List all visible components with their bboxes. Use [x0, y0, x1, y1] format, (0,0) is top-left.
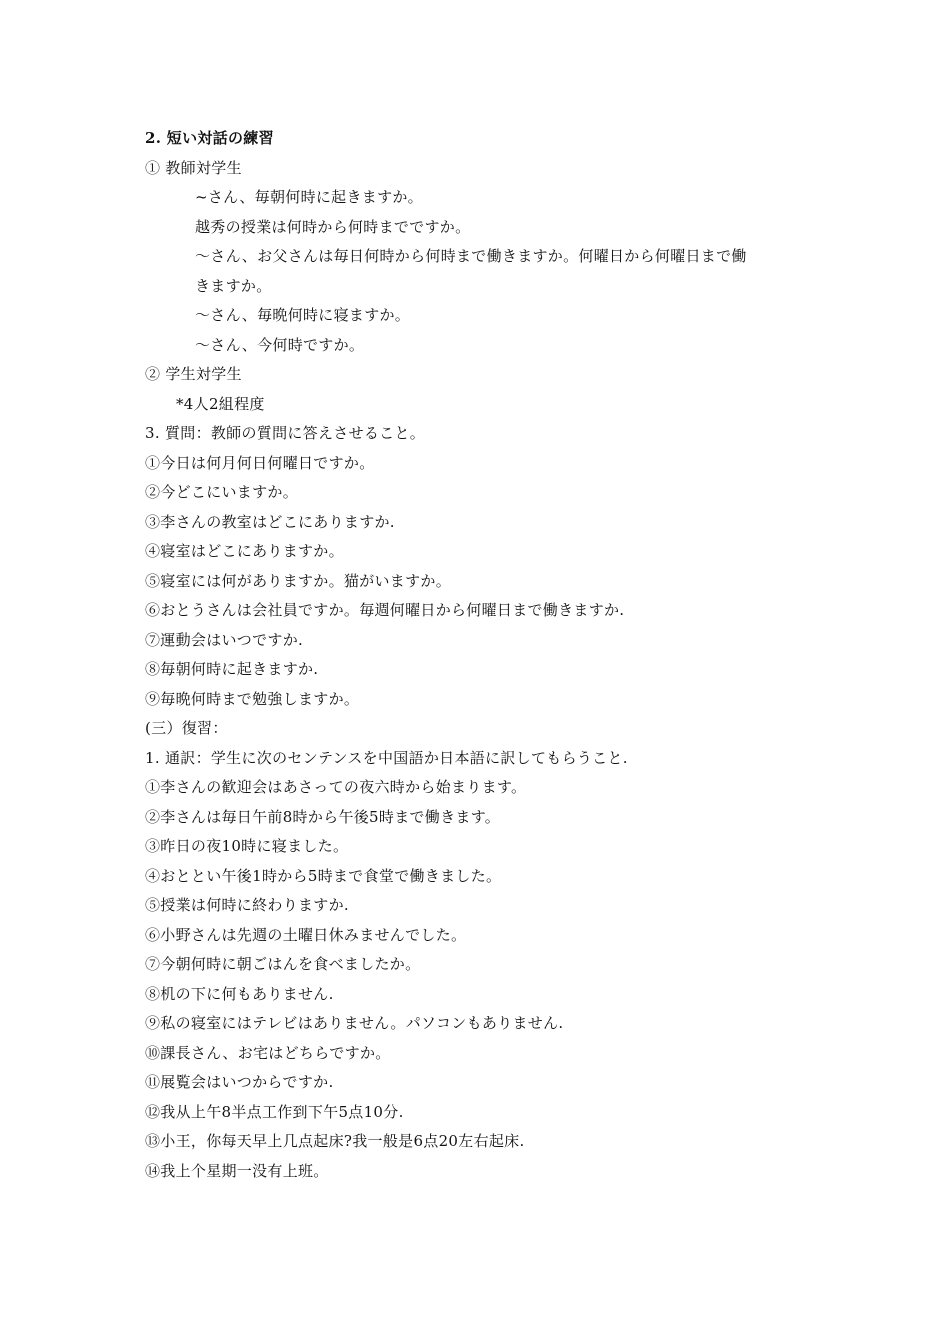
text-line: ⑬小王，你每天早上几点起床?我一般是6点20左右起床.: [145, 1132, 525, 1150]
text-line: ② 学生対学生: [145, 365, 242, 383]
text-line: (三）復習：: [145, 719, 228, 737]
text-line: ⑫我从上午8半点工作到下午5点10分.: [145, 1102, 404, 1121]
text-line: ～さん、今何時ですか。: [195, 335, 365, 354]
text-line: ⑥小野さんは先週の土曜日休みませんでした。: [145, 925, 467, 944]
text-line: ③李さんの教室はどこにありますか.: [145, 512, 395, 531]
text-line: きますか。: [195, 276, 272, 295]
text-line: 越秀の授業は何時から何時までですか。: [195, 217, 471, 236]
text-line: ⑩課長さん、お宅はどちらですか。: [145, 1043, 391, 1062]
text-line: ⑤授業は何時に終わりますか.: [145, 896, 349, 914]
text-line: ⑧机の下に何もありません.: [145, 984, 334, 1003]
text-line: ②李さんは毎日午前8時から午後5時まで働きます。: [145, 807, 501, 826]
text-line: ⑤寝室には何がありますか。猫がいますか。: [145, 571, 452, 590]
text-line: ⑨毎晩何時まで勉強しますか。: [145, 689, 360, 708]
text-line: ① 教師対学生: [145, 158, 242, 177]
text-line: ⑪展覧会はいつからですか.: [145, 1073, 334, 1091]
text-line: ⑨私の寝室にはテレビはありません。パソコンもありません.: [145, 1014, 564, 1032]
text-line: 2. 短い対話の練習: [145, 129, 274, 147]
text-line: ～さん、お父さんは毎日何時から何時まで働きますか。何曜日から何曜日まで働: [195, 247, 747, 265]
text-line: ②今どこにいますか。: [145, 483, 299, 501]
text-line: 1. 通訳：学生に次のセンテンスを中国語か日本語に訳してもらうこと.: [145, 748, 628, 767]
text-line: ③昨日の夜10時に寝ました。: [145, 837, 349, 855]
text-line: ⑦今朝何時に朝ごはんを食べましたか。: [145, 955, 421, 973]
text-line: ⑭我上个星期一没有上班。: [145, 1161, 329, 1180]
text-line: ~さん、毎朝何時に起きますか。: [195, 188, 423, 206]
text-line: ①李さんの歓迎会はあさっての夜六時から始まります。: [145, 778, 527, 796]
text-line: ⑦運動会はいつですか.: [145, 630, 304, 649]
document-body: [145, 124, 825, 1186]
text-line: ～さん、毎晩何時に寝ますか。: [195, 306, 411, 324]
text-line: ④寝室はどこにありますか。: [145, 542, 344, 560]
text-line: 3. 質問：教師の質問に答えさせること。: [145, 424, 426, 442]
text-line: ⑧毎朝何時に起きますか.: [145, 660, 319, 678]
text-line: ④おととい午後1時から5時まで食堂で働きました。: [145, 866, 502, 885]
text-line: ①今日は何月何日何曜日ですか。: [145, 453, 375, 472]
text-line: *4人2組程度: [176, 394, 265, 413]
text-line: ⑥おとうさんは会社員ですか。毎週何曜日から何曜日まで働きますか.: [145, 601, 625, 619]
